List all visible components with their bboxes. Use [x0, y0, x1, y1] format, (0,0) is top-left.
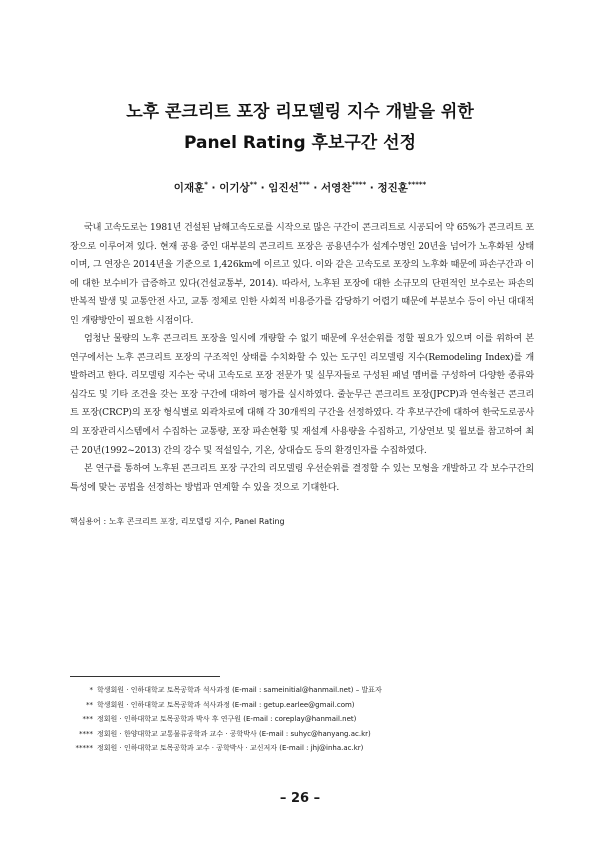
keywords-text: 노후 콘크리트 포장, 리모델링 지수, Panel Rating [108, 517, 285, 526]
footnote-text: 정회원 · 인하대학교 토목공학과 박사 후 연구원 (E-mail : coreplay@hanmail.net) [97, 715, 357, 723]
paper-title-line1: 노후 콘크리트 포장 리모델링 지수 개발을 위한 [126, 102, 474, 122]
author-separator: · [207, 182, 220, 194]
footnote-divider [70, 676, 220, 677]
author-name: 임진선 [268, 182, 299, 194]
author-name: 정진훈 [377, 182, 408, 194]
abstract [70, 219, 534, 497]
footnote-mark: ** [86, 700, 93, 709]
footnote-text: 정회원 · 한양대학교 교통물류공학과 교수 · 공학박사 (E-mail : suhyc@hanyang.ac.kr) [97, 729, 371, 738]
footnote [70, 727, 540, 742]
abstract-paragraph: 본 연구를 통하여 노후된 콘크리트 포장 구간의 리모델링 우선순위를 결정할 수 있는 모형을 개발하고 각 보수구간의 특성에 맞는 공법을 선정하는 방법과 연계할 수 있을 것으로 기대한다. [70, 464, 534, 493]
footnote-mark: *** [82, 715, 93, 723]
page-number: – 26 – [279, 791, 321, 806]
author-separator: · [256, 182, 269, 194]
author-name: 이재훈 [173, 182, 205, 194]
footnote [70, 683, 540, 698]
footnote-text: 정회원 · 인하대학교 토목공학과 교수 · 공학박사 · 교신저자 (E-mail : jhj@inha.ac.kr) [97, 744, 364, 752]
author-mark: * [204, 180, 208, 189]
author-list [40, 180, 560, 195]
author-separator: · [309, 182, 322, 194]
author-mark: ***** [407, 180, 427, 189]
author-mark: ** [249, 180, 257, 189]
footnote [70, 741, 540, 756]
author-mark: *** [298, 180, 310, 189]
keywords [70, 516, 534, 527]
author-mark: **** [351, 180, 367, 189]
footnote [70, 712, 540, 727]
footnote-mark: ***** [75, 744, 93, 752]
footnote-mark: * [89, 686, 93, 694]
footnote-text: 학생회원 · 인하대학교 토목공학과 석사과정 (E-mail : getup.earlee@gmail.com) [97, 700, 355, 709]
paper-title-line2: Panel Rating 후보구간 선정 [183, 133, 416, 153]
author-name: 이기상 [219, 182, 250, 194]
footnote-text: 학생회원 · 인하대학교 토목공학과 석사과정 (E-mail : sameinitial@hanmail.net) – 발표자 [97, 686, 382, 694]
keywords-label: 핵심용어 : [70, 517, 109, 526]
author-separator: · [366, 182, 378, 194]
footnote-mark: **** [79, 729, 93, 738]
abstract-paragraph: 엄청난 물량의 노후 콘크리트 포장을 일시에 개량할 수 없기 때문에 우선순위를 정할 필요가 있으며 이를 위하여 본 연구에서는 노후 콘크리트 포장의 구조적인 상태를 수치화할 수 있는 도구인 리모델링 지수(Remodeling Index)를 개발하려고 한다. 리모델링 지수는 국내 고속도로 포장 전문가 및 실무자들로 구성된 패널 멤버를 구성하여 다양한 종류와 심각도 및 기타 조건을 갖는 포장 구간에 대하여 평가를 실시하였다. 줄눈무근 콘크리트 포장(JPCP)과 연속철근 콘크리트 포장(CRCP)의 포장 형식별로 외곽차로에 대해 각 30개씩의 구간을 선정하였다. 각 후보구간에 대하여 한국도로공사의 포장관리시스템에서 수집하는 교통량, 포장 파손현황 및 재설계 사용량을 수집하고, 기상연보 및 월보를 참고하여 최근 20년(1992~2013) 간의 강수 및 적설일수, 기온, 상대습도 등의 환경인자를 수집하였다. [70, 334, 534, 456]
abstract-paragraph: 국내 고속도로는 1981년 건설된 남해고속도로를 시작으로 많은 구간이 콘크리트로 시공되어 약 65%가 콘크리트 포장으로 이루어져 있다. 현재 공용 중인 대부분의 콘크리트 포장은 공용년수가 설계수명인 20년을 넘어가 노후화된 상태이며, 그 연장은 2014년을 기준으로 1,426km에 이르고 있다. 이와 같은 고속도로 포장의 노후화 때문에 파손구간과 이에 대한 보수비가 급증하고 있다(건설교통부, 2014). 따라서, 노후된 포장에 대한 소규모의 단편적인 보수로는 파손의 반복적 발생 및 교통안전 사고, 교통 정체로 인한 사회적 비용증가를 감당하기 어렵기 때문에 부분보수 등이 아닌 대대적인 개량방안이 필요한 시점이다. [70, 223, 534, 326]
footnote [70, 698, 540, 713]
author-name: 서영찬 [321, 182, 352, 194]
footnotes [70, 683, 540, 756]
